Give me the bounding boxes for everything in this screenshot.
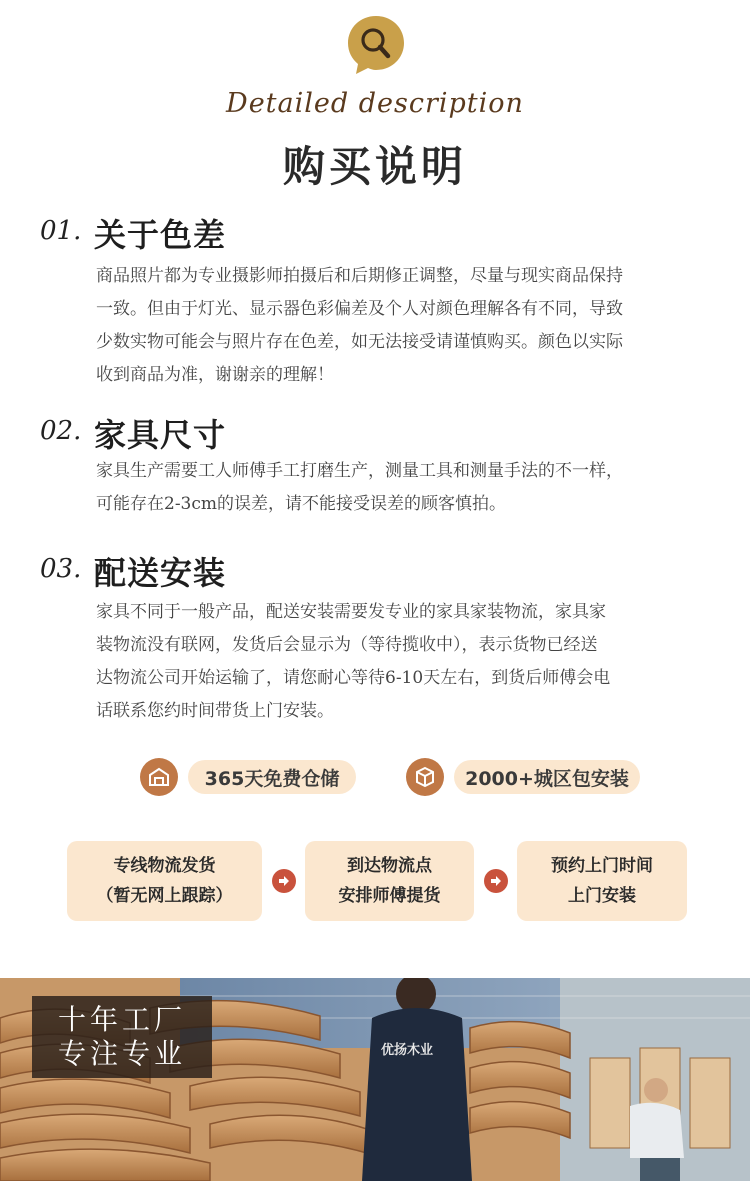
section-number: 03.	[40, 554, 82, 584]
step-line: 安排师傅提货	[338, 886, 441, 906]
section-body-color-difference	[96, 260, 718, 392]
page-title: 购买说明	[282, 142, 467, 191]
step-line: 到达物流点	[347, 856, 432, 876]
section-number: 01.	[40, 216, 82, 246]
badge-city-install: 2000+城区包安装	[454, 760, 640, 794]
section-number: 02.	[40, 416, 82, 446]
section-body-furniture-size	[96, 455, 718, 521]
body-line: 少数实物可能会与照片存在色差，如无法接受请谨慎购买。颜色以实际	[96, 332, 623, 352]
body-line: 话联系您约时间带货上门安装。	[96, 701, 334, 721]
package-install-icon	[406, 758, 444, 796]
step-line: 上门安装	[568, 886, 636, 906]
step-line: （暂无网上跟踪）	[96, 886, 233, 906]
jacket-logo-text: 优扬木业	[381, 1043, 434, 1058]
arrow-right-icon	[484, 869, 508, 893]
script-title: Detailed description	[226, 88, 524, 119]
body-line: 装物流没有联网，发货后会显示为（等待揽收中），表示货物已经送	[96, 635, 598, 655]
step-schedule-visit	[517, 841, 687, 921]
arrow-right-icon	[272, 869, 296, 893]
body-line: 收到商品为准，谢谢亲的理解！	[96, 365, 334, 385]
badge-free-storage: 365天免费仓储	[188, 760, 356, 794]
magnifier-speech-bubble-icon	[346, 14, 406, 76]
warehouse-icon	[140, 758, 178, 796]
body-line: 一致。但由于灯光、显示器色彩偏差及个人对颜色理解各有不同，导致	[96, 299, 623, 319]
body-line: 达物流公司开始运输了，请您耐心等待6-10天左右，到货后师傅会电	[96, 668, 611, 688]
section-body-delivery-install	[96, 596, 718, 728]
step-line: 专线物流发货	[113, 856, 216, 876]
section-title-furniture-size: 家具尺寸	[94, 416, 227, 454]
body-line: 可能存在2-3cm的误差，请不能接受误差的顾客慎拍。	[96, 494, 507, 514]
section-title-color-difference: 关于色差	[94, 216, 227, 254]
body-line: 家具生产需要工人师傅手工打磨生产，测量工具和测量手法的不一样，	[96, 461, 623, 481]
factory-label-line: 专注专业	[57, 1037, 186, 1070]
body-line: 家具不同于一般产品，配送安装需要发专业的家具家装物流，家具家	[96, 602, 606, 622]
step-dedicated-logistics	[67, 841, 262, 921]
factory-label-line: 十年工厂	[57, 1003, 186, 1036]
step-arrive-logistics-point	[305, 841, 474, 921]
factory-label	[32, 996, 212, 1078]
step-line: 预约上门时间	[551, 856, 653, 876]
body-line: 商品照片都为专业摄影师拍摄后和后期修正调整，尽量与现实商品保持	[96, 266, 623, 286]
section-title-delivery-install: 配送安装	[94, 554, 227, 592]
